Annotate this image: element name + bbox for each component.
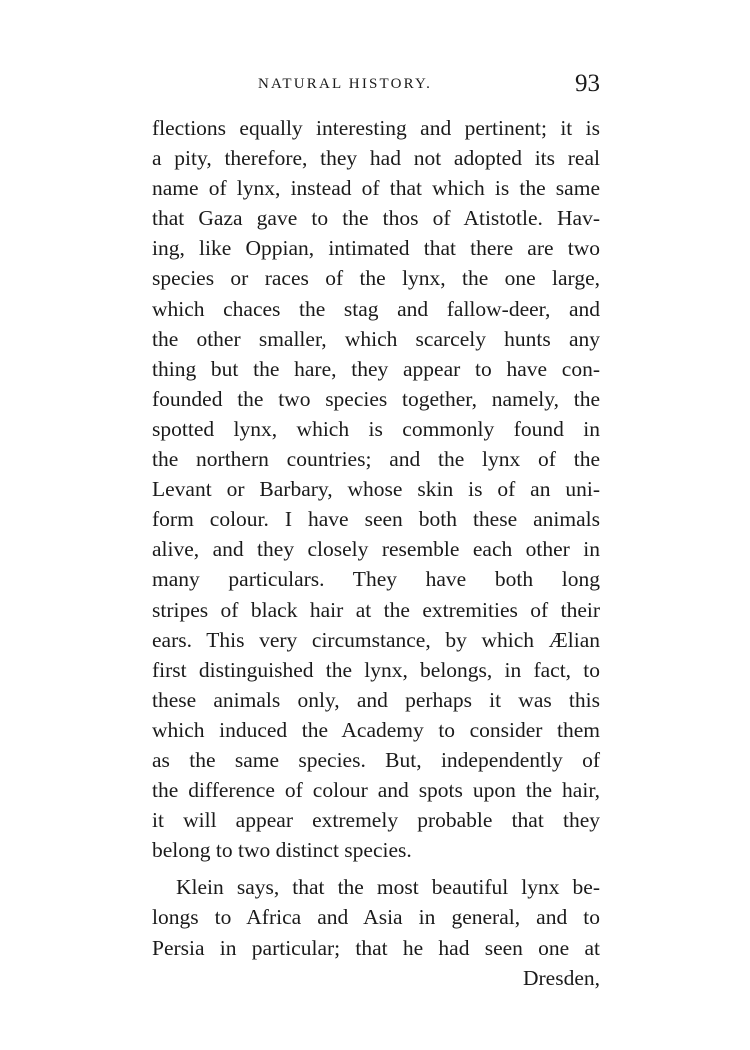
text-line: Persia in particular; that he had seen one at: [152, 935, 600, 960]
text-line: flections equally interesting and pertinent; it is: [152, 116, 600, 140]
text-line: spotted lynx, which is commonly found in: [152, 416, 600, 441]
text-line: as the same species. But, independently of: [152, 747, 600, 772]
text-line: alive, and they closely resemble each other in: [152, 537, 600, 562]
text-line: the other smaller, which scarcely hunts any: [152, 326, 600, 351]
text-line: Klein says, that the most beautiful lynx be-: [176, 875, 600, 900]
text-line: the difference of colour and spots upon the hair,: [152, 778, 600, 803]
text-line: stripes of black hair at the extremities of their: [152, 597, 600, 622]
text-line: belong to two distinct species.: [152, 838, 412, 863]
running-head: [152, 72, 600, 102]
text-line: founded the two species together, namely, the: [152, 386, 600, 411]
body-text: [152, 113, 600, 993]
text-line: Levant or Barbary, whose skin is of an uni-: [152, 477, 600, 502]
text-line: ears. This very circumstance, by which Ælian: [152, 627, 600, 652]
paragraph: [152, 872, 600, 962]
text-line: which chaces the stag and fallow-deer, and: [152, 296, 600, 321]
text-line: these animals only, and perhaps it was this: [152, 687, 600, 712]
text-line: species or races of the lynx, the one large,: [152, 266, 600, 291]
text-line: which induced the Academy to consider them: [152, 717, 600, 742]
text-line: thing but the hare, they appear to have con-: [152, 356, 600, 381]
text-line: form colour. I have seen both these animals: [152, 507, 600, 532]
text-line: first distinguished the lynx, belongs, in fact, to: [152, 657, 600, 682]
text-line: that Gaza gave to the thos of Atistotle. Hav-: [152, 206, 600, 231]
text-line: longs to Africa and Asia in general, and to: [152, 905, 600, 930]
text-line: it will appear extremely probable that they: [152, 808, 600, 833]
text-line: a pity, therefore, they had not adopted its real: [152, 146, 600, 171]
paragraph: [152, 113, 600, 865]
running-title: NATURAL HISTORY.: [258, 76, 433, 92]
catchword: Dresden,: [522, 965, 600, 990]
paragraph-gap: [152, 865, 600, 872]
text-line: ing, like Oppian, intimated that there are two: [152, 236, 600, 261]
page-number: 93: [575, 70, 600, 97]
text-line: the northern countries; and the lynx of the: [152, 447, 600, 472]
text-line: name of lynx, instead of that which is the same: [152, 176, 600, 201]
text-line: many particulars. They have both long: [152, 567, 600, 592]
